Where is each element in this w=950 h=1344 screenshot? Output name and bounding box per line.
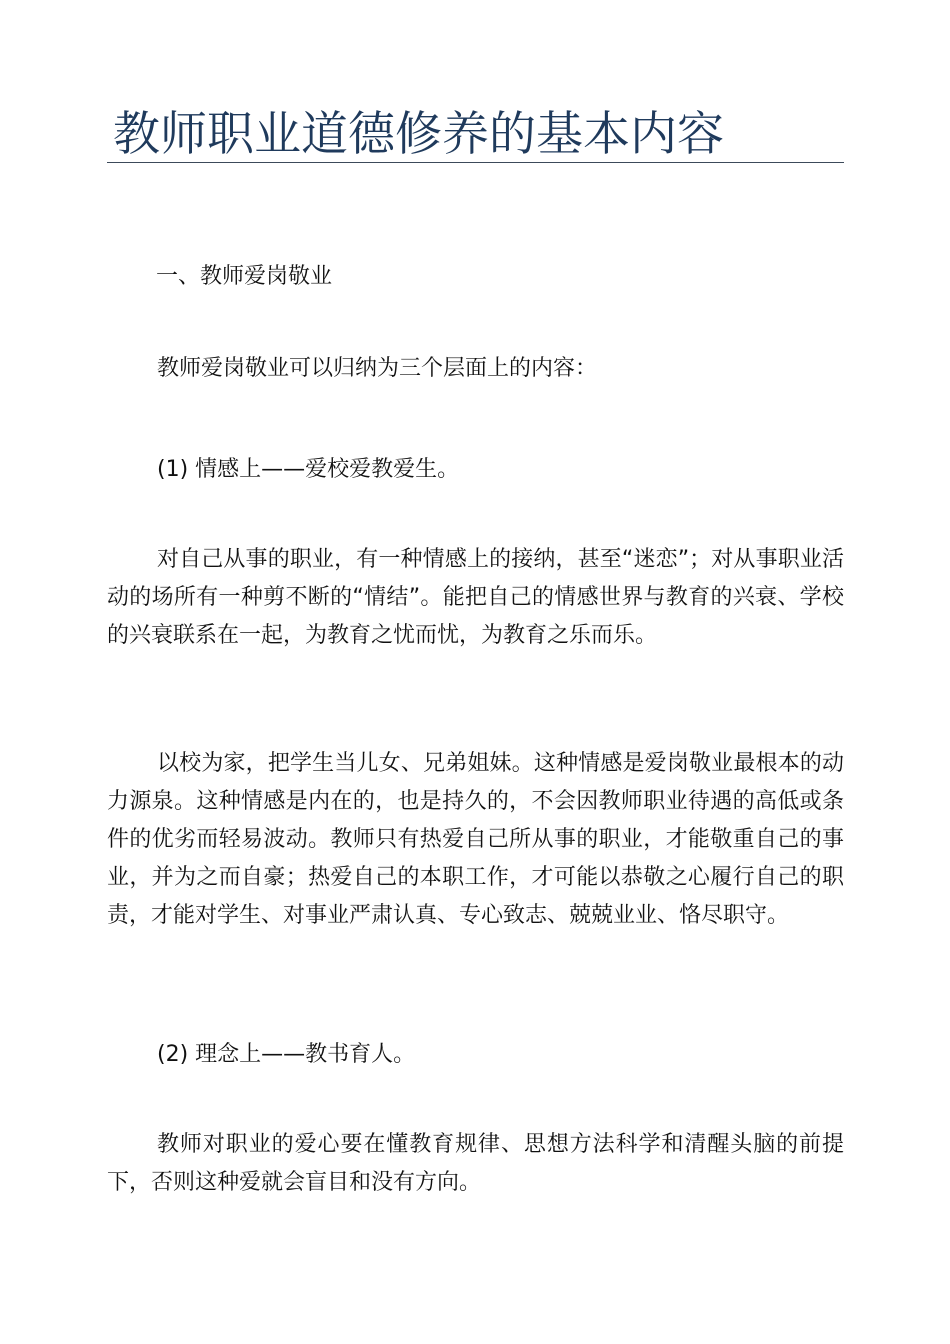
paragraph-1: 对自己从事的职业，有一种情感上的接纳，甚至“迷恋”；对从事职业活动的场所有一种剪不断的“情结”。能把自己的情感世界与教育的兴衰、学校的兴衰联系在一起，为教育之忧而忧，为教育之乐而乐。 xyxy=(107,547,844,648)
document-title xyxy=(107,108,844,163)
paragraph-3: 教师对职业的爱心要在懂教育规律、思想方法科学和清醒头脑的前提下，否则这种爱就会盲目和没有方向。 xyxy=(107,1132,844,1195)
document-title-text: 教师职业道德修养的基本内容 xyxy=(113,107,724,162)
point-1-heading: (1) 情感上——爱校爱教爱生。 xyxy=(157,457,460,482)
intro-paragraph: 教师爱岗敬业可以归纳为三个层面上的内容： xyxy=(157,356,598,381)
point-2-heading: (2) 理念上——教书育人。 xyxy=(157,1042,416,1067)
section-heading: 一、教师爱岗敬业 xyxy=(156,264,333,289)
paragraph-2: 以校为家，把学生当儿女、兄弟姐妹。这种情感是爱岗敬业最根本的动力源泉。这种情感是内在的，也是持久的，不会因教师职业待遇的高低或条件的优劣而轻易波动。教师只有热爱自己所从事的职业，才能敬重自己的事业，并为之而自豪；热爱自己的本职工作，才可能以恭敬之心履行自己的职责，才能对学生、对事业严肃认真、专心致志、兢兢业业、恪尽职守。 xyxy=(107,751,844,928)
